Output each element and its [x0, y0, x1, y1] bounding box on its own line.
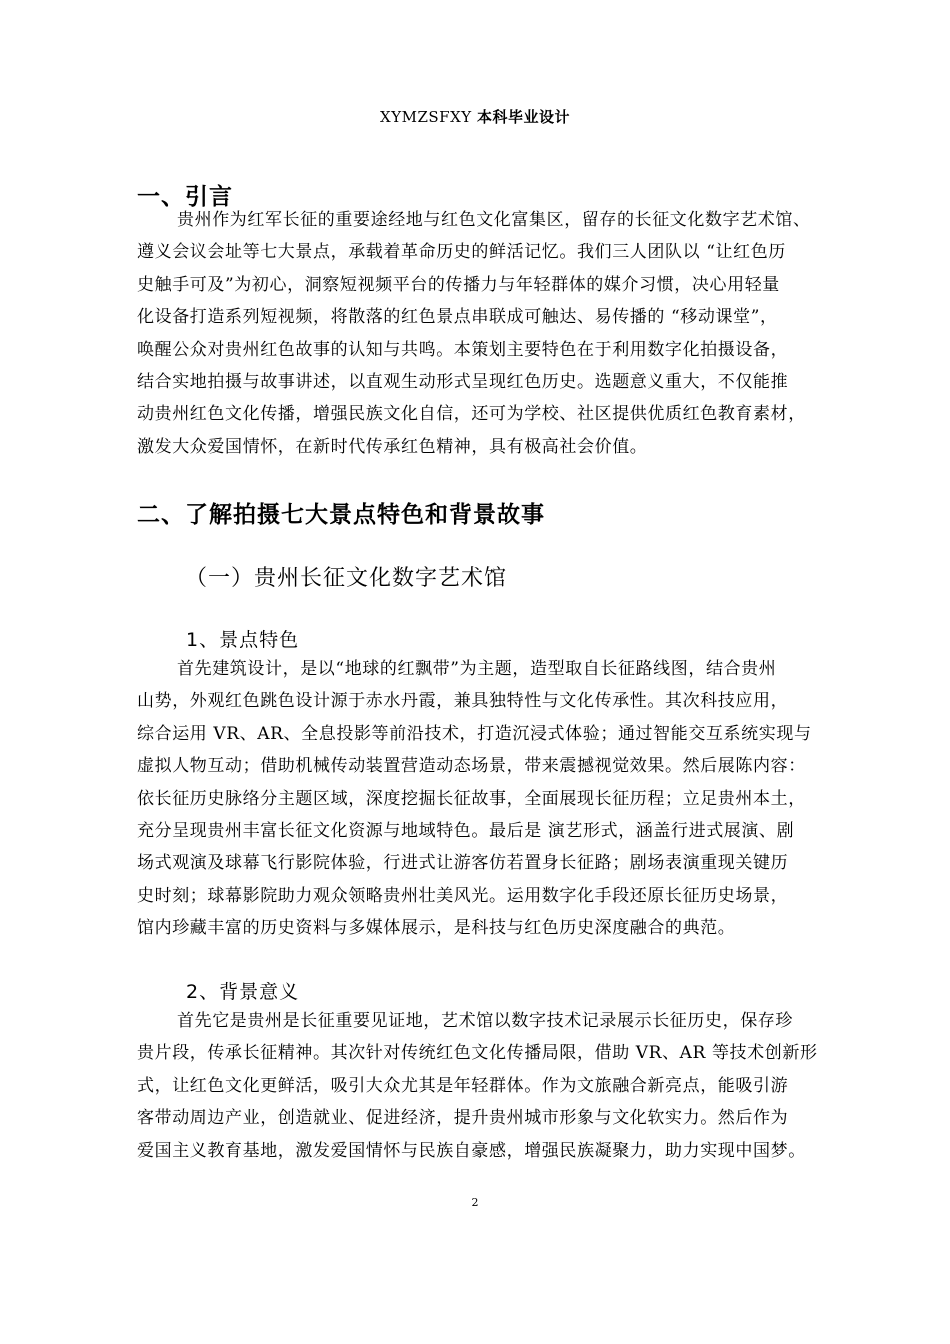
part1-paragraph [137, 653, 867, 945]
paragraph-line: 场式观演及球幕飞行影院体验，行进式让游客仿若置身长征路；剧场表演重现关键历 [137, 853, 789, 874]
paragraph-line: 式，让红色文化更鲜活，吸引大众尤其是年轻群体。作为文旅融合新亮点，能吸引游 [137, 1075, 789, 1096]
subsection1-heading: （一）贵州长征文化数字艺术馆 [185, 566, 508, 591]
paragraph-line: 动贵州红色文化传播，增强民族文化自信，还可为学校、社区提供优质红色教育素材， [137, 404, 806, 425]
paragraph-line: 依长征历史脉络分主题区域，深度挖掘长征故事，全面展现长征历程；立足贵州本土， [137, 788, 806, 809]
paragraph-line: 充分呈现贵州丰富长征文化资源与地域特色。最后是 演艺形式，涵盖行进式展演、剧 [137, 820, 795, 841]
section1-heading: 一、引言 [137, 184, 233, 210]
part2-heading: 2、背景意义 [186, 981, 300, 1003]
paragraph-line: 山势，外观红色跳色设计源于赤水丹霞，兼具独特性与文化传承性。其次科技应用， [137, 691, 789, 712]
paragraph-line: 遵义会议会址等七大景点，承载着革命历史的鲜活记忆。我们三人团队以 “让红色历 [137, 242, 786, 263]
header-title: 本科毕业设计 [476, 108, 570, 126]
paragraph-line: 客带动周边产业，创造就业、促进经济，提升贵州城市形象与文化软实力。然后作为 [137, 1108, 789, 1129]
section1-paragraph [137, 204, 867, 463]
paragraph-line: 史触手可及”为初心，洞察短视频平台的传播力与年轻群体的媒介习惯，决心用轻量 [137, 274, 780, 295]
paragraph-line: 首先建筑设计，是以“地球的红飘带”为主题，造型取自长征路线图，结合贵州 [177, 659, 777, 679]
part2-paragraph [137, 1005, 867, 1167]
page-header [0, 106, 950, 127]
paragraph-line: 首先它是贵州是长征重要见证地，艺术馆以数字技术记录展示长征历史，保存珍 [177, 1011, 793, 1031]
header-prefix: XYMZSFXY [380, 108, 472, 126]
paragraph-line: 虚拟人物互动；借助机械传动装置营造动态场景，带来震撼视觉效果。然后展陈内容： [137, 756, 806, 777]
paragraph-line: 爱国主义教育基地，激发爱国情怀与民族自豪感，增强民族凝聚力，助力实现中国梦。 [137, 1140, 806, 1161]
paragraph-line: 激发大众爱国情怀，在新时代传承红色精神，具有极高社会价值。 [137, 436, 648, 457]
paragraph-line: 结合实地拍摄与故事讲述，以直观生动形式呈现红色历史。选题意义重大，不仅能推 [137, 371, 789, 392]
paragraph-line: 贵州作为红军长征的重要途经地与红色文化富集区，留存的长征文化数字艺术馆、 [177, 210, 811, 230]
paragraph-line: 贵片段，传承长征精神。其次针对传统红色文化传播局限，借助 VR、AR 等技术创新形 [137, 1043, 818, 1064]
paragraph-line: 馆内珍藏丰富的历史资料与多媒体展示，是科技与红色历史深度融合的典范。 [137, 918, 736, 939]
section2-heading: 二、了解拍摄七大景点特色和背景故事 [137, 502, 545, 528]
paragraph-line: 综合运用 VR、AR、全息投影等前沿技术，打造沉浸式体验；通过智能交互系统实现与 [137, 723, 812, 744]
paragraph-line: 化设备打造系列短视频，将散落的红色景点串联成可触达、易传播的 “移动课堂”， [137, 307, 778, 328]
paragraph-line: 唤醒公众对贵州红色故事的认知与共鸣。本策划主要特色在于利用数字化拍摄设备， [137, 339, 789, 360]
page-number: 2 [471, 1196, 479, 1209]
part1-heading: 1、景点特色 [186, 629, 300, 651]
paragraph-line: 史时刻；球幕影院助力观众领略贵州壮美风光。运用数字化手段还原长征历史场景， [137, 885, 789, 906]
